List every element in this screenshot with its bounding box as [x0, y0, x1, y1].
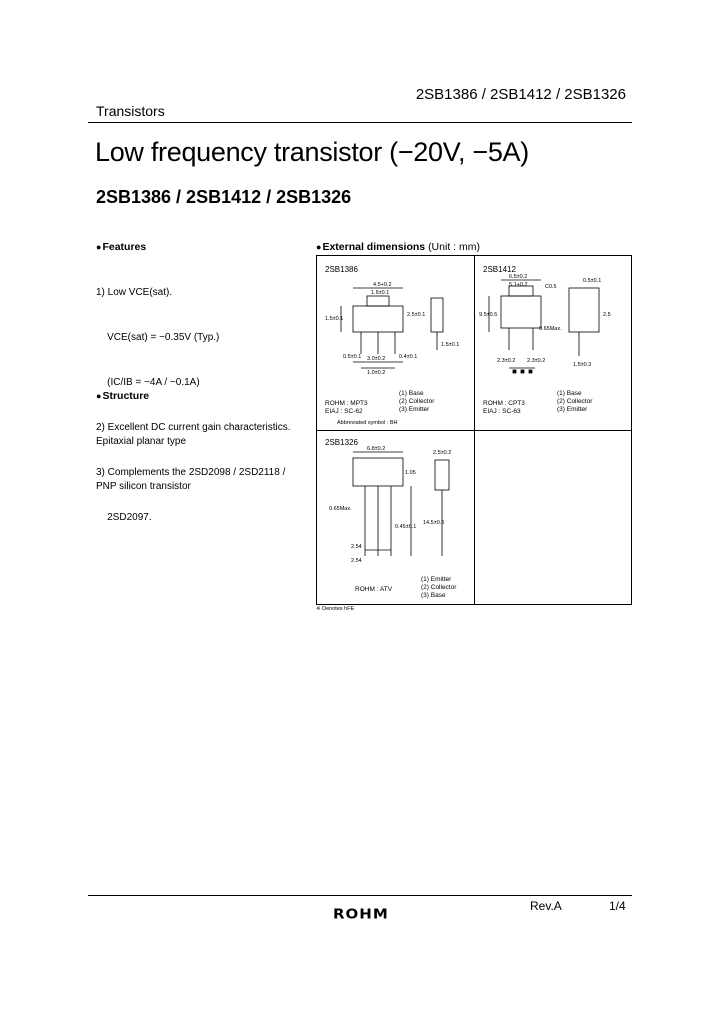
panel-2sb1412-pins: (1) Base (2) Collector (3) Emitter [557, 390, 593, 413]
header-category: Transistors [96, 103, 165, 119]
dim-label: 4.5+0.2 [373, 282, 392, 288]
package-drawing-atv [323, 444, 471, 568]
dim-label: 1.6±0.1 [371, 290, 390, 296]
dim-label: 1.5±0.1 [441, 342, 460, 348]
dim-label: 3.0±0.2 [367, 356, 386, 362]
dim-label: 2.3±0.2 [527, 358, 546, 364]
dim-label: 2.3±0.2 [497, 358, 516, 364]
dim-label: 0.45±0.1 [395, 524, 417, 530]
dim-label: 0.65Max. [539, 326, 562, 332]
panel-2sb1326-name: 2SB1326 [325, 438, 358, 447]
dimensions-footnote: ※ Denotes hFE [316, 606, 355, 612]
dim-label: 0.65Max. [329, 506, 352, 512]
dim-label: 2.5±0.2 [433, 450, 452, 456]
dim-label: 2.5±0.1 [407, 312, 426, 318]
dimensions-frame [316, 255, 632, 605]
rohm-logo: ROHM [333, 905, 389, 923]
dim-label: 6.5±0.2 [509, 274, 528, 280]
dim-label: 9.5±0.5 [479, 312, 498, 318]
dimensions-heading: ●External dimensions (Unit : mm) [316, 241, 480, 253]
dim-label: 1.5±0.1 [325, 316, 344, 322]
page-title: Low frequency transistor (−20V, −5A) [95, 137, 529, 167]
dim-label: 14.5±0.5 [423, 520, 445, 526]
dim-label: 1.05 [405, 470, 416, 476]
features-line: (IC/IB = −4A / −0.1A) [96, 377, 200, 388]
structure-line: Epitaxial planar type [96, 436, 187, 447]
features-heading: ●Features [96, 241, 147, 253]
features-line: 2SD2097. [96, 512, 152, 523]
dim-label: 1.5±0.3 [573, 362, 592, 368]
panel-2sb1412-name: 2SB1412 [483, 265, 516, 274]
bullet-icon: ● [316, 242, 322, 252]
panel-2sb1386-package: ROHM : MPT3 EIAJ : SC-62 [325, 400, 368, 415]
dim-label: 2.5 [603, 312, 611, 318]
panel-2sb1386-note: Abbreviated symbol : BH [337, 420, 398, 426]
dimensions-unit: (Unit : mm) [428, 241, 480, 253]
panel-2sb1326-pins: (1) Emitter (2) Collector (3) Base [421, 576, 457, 599]
package-drawing-cpt3 [479, 272, 627, 376]
features-line: VCE(sat) = −0.35V (Typ.) [96, 332, 220, 343]
frame-divider-vertical-lower [474, 430, 475, 604]
features-line: 1) Low VCE(sat). [96, 287, 173, 298]
dim-label: 5.1+0.2 [509, 282, 528, 288]
dim-label: 1.0±0.2 [367, 370, 386, 376]
header-part-numbers: 2SB1386 / 2SB1412 / 2SB1326 [415, 86, 626, 103]
dim-label: 6.8±0.2 [367, 446, 386, 452]
features-line: 3) Complements the 2SD2098 / 2SD2118 / [96, 467, 286, 478]
panel-2sb1326-package: ROHM : ATV [355, 586, 393, 593]
revision-label: Rev.A [530, 899, 562, 913]
structure-line: PNP silicon transistor [96, 481, 191, 492]
bullet-icon: ● [96, 391, 102, 401]
panel-2sb1386-name: 2SB1386 [325, 265, 358, 274]
page-number: 1/4 [609, 899, 626, 913]
dim-label: C0.5 [545, 284, 557, 290]
dim-label: 0.4±0.1 [399, 354, 418, 360]
structure-list [96, 404, 191, 509]
dim-label: 0.5±0.1 [343, 354, 362, 360]
bullet-icon: ● [96, 242, 102, 252]
footer-rule [88, 895, 632, 896]
dim-label: 2.54 [351, 544, 362, 550]
package-drawing-mpt3 [323, 276, 471, 376]
header-rule [88, 122, 632, 123]
structure-heading: ●Structure [96, 390, 150, 402]
dim-label: 2.54 [351, 558, 362, 564]
panel-2sb1412-package: ROHM : CPT3 EIAJ : SC-63 [483, 400, 525, 415]
frame-divider-vertical [474, 256, 475, 430]
features-line: 2) Excellent DC current gain characteristics. [96, 422, 291, 433]
panel-2sb1386-pins: (1) Base (2) Collector (3) Emitter [399, 390, 435, 413]
dim-label: 0.5±0.1 [583, 278, 602, 284]
page-subtitle: 2SB1386 / 2SB1412 / 2SB1326 [96, 187, 352, 207]
